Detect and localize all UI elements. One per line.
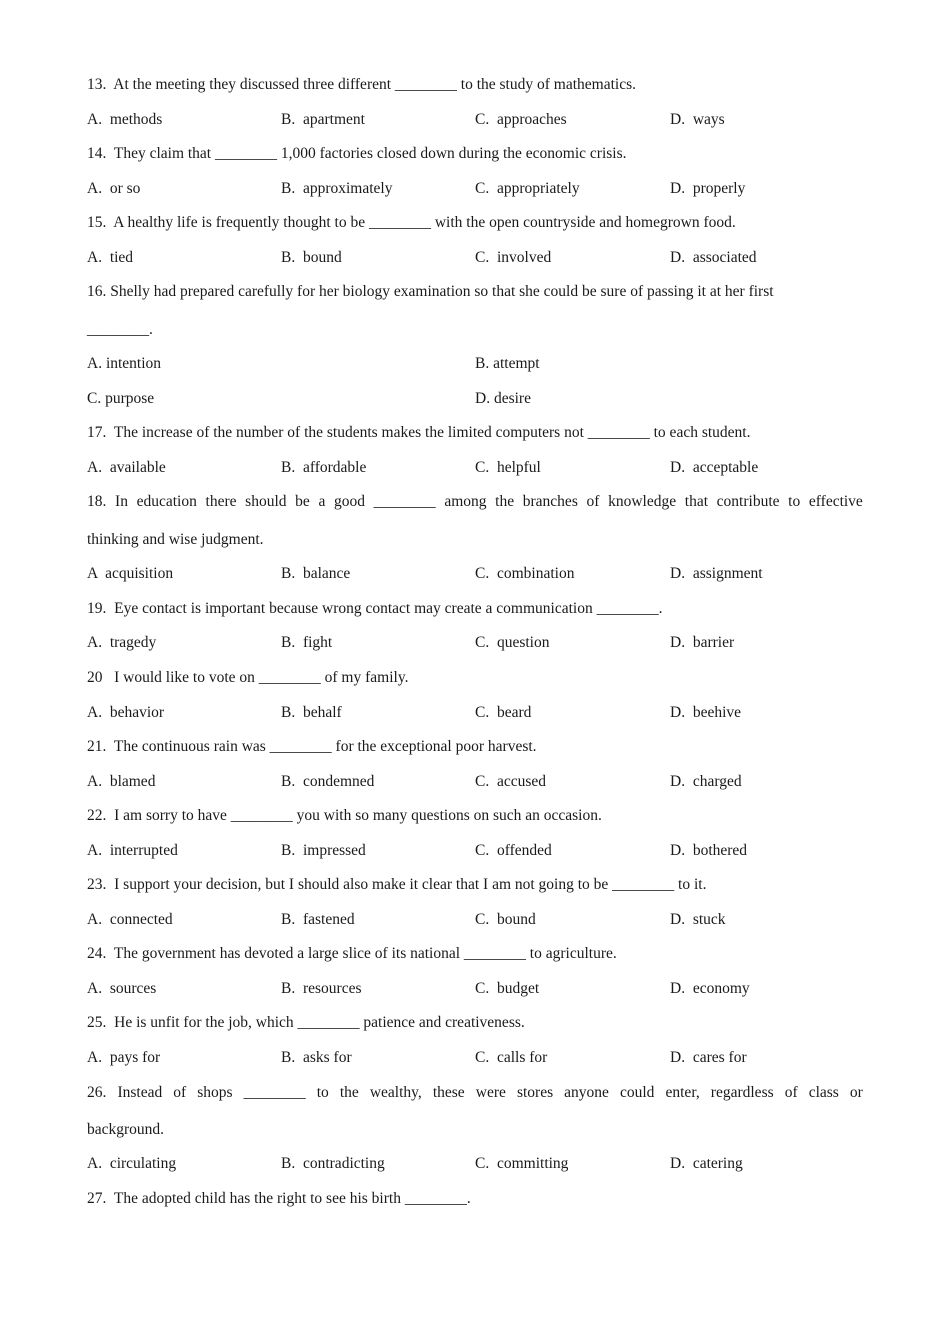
question-21-option-c: C. accused [475, 773, 547, 790]
question-21-stem: 21. The continuous rain was ________ for the exceptional poor harvest. [87, 738, 537, 755]
stem-word: that [684, 493, 709, 510]
question-13-option-d: D. ways [670, 111, 725, 128]
question-14-option-d: D. properly [670, 180, 746, 197]
stem-word: the [495, 493, 515, 510]
stem-word: were [475, 1084, 506, 1101]
question-16-option-c: C. purpose [87, 390, 155, 407]
stem-word: Instead [117, 1084, 163, 1101]
question-14-option-c: C. appropriately [475, 180, 580, 197]
question-18-stem-continued: thinking and wise judgment. [87, 531, 264, 548]
stem-word: In [115, 493, 128, 510]
question-16-option-b: B. attempt [475, 355, 540, 372]
question-15-option-c: C. involved [475, 249, 552, 266]
stem-word: a [318, 493, 326, 510]
question-24-option-a: A. sources [87, 980, 157, 997]
stem-word: 18. [87, 493, 107, 510]
question-20-stem: 20 I would like to vote on ________ of my family. [87, 669, 409, 686]
question-22-option-c: C. offended [475, 842, 552, 859]
question-18-stem [87, 493, 863, 511]
question-25-stem: 25. He is unfit for the job, which ________ patience and creativeness. [87, 1014, 525, 1031]
stem-word: among [444, 493, 487, 510]
question-25-option-a: A. pays for [87, 1049, 161, 1066]
stem-word: branches [522, 493, 578, 510]
stem-word: anyone [564, 1084, 609, 1101]
question-16-option-d: D. desire [475, 390, 531, 407]
stem-word: stores [516, 1084, 554, 1101]
question-15-stem: 15. A healthy life is frequently thought to be ________ with the open countryside and homegrown food. [87, 214, 736, 231]
question-24-option-d: D. economy [670, 980, 750, 997]
question-17-stem: 17. The increase of the number of the students makes the limited computers not ________ to each student. [87, 424, 751, 441]
question-13-option-b: B. apartment [281, 111, 365, 128]
question-16-option-a: A. intention [87, 355, 162, 372]
question-24-option-c: C. budget [475, 980, 540, 997]
question-17-option-a: A. available [87, 459, 166, 476]
question-17-option-d: D. acceptable [670, 459, 759, 476]
question-23-option-b: B. fastened [281, 911, 355, 928]
stem-word: of [173, 1084, 187, 1101]
question-26-option-a: A. circulating [87, 1155, 177, 1172]
stem-word: to [788, 493, 801, 510]
question-22-option-d: D. bothered [670, 842, 748, 859]
question-13-option-a: A. methods [87, 111, 163, 128]
stem-word: 26. [87, 1084, 107, 1101]
question-18-option-b: B. balance [281, 565, 351, 582]
question-23-stem: 23. I support your decision, but I should also make it clear that I am not going to be ________ to it. [87, 876, 707, 893]
question-15-option-b: B. bound [281, 249, 342, 266]
question-13-stem: 13. At the meeting they discussed three different ________ to the study of mathematics. [87, 76, 636, 93]
stem-word: of [784, 1084, 798, 1101]
question-24-stem: 24. The government has devoted a large slice of its national ________ to agriculture. [87, 945, 617, 962]
question-26-stem-continued: background. [87, 1121, 165, 1138]
stem-word: education [136, 493, 197, 510]
stem-word: effective [808, 493, 863, 510]
question-27-stem: 27. The adopted child has the right to see his birth ________. [87, 1190, 471, 1207]
question-23-option-d: D. stuck [670, 911, 726, 928]
question-25-option-c: C. calls for [475, 1049, 548, 1066]
question-17-option-b: B. affordable [281, 459, 367, 476]
question-17-option-c: C. helpful [475, 459, 541, 476]
stem-word: class [808, 1084, 839, 1101]
question-26-stem [87, 1084, 863, 1102]
question-21-option-a: A. blamed [87, 773, 156, 790]
question-20-option-b: B. behalf [281, 704, 342, 721]
question-19-stem: 19. Eye contact is important because wrong contact may create a communication ________. [87, 600, 663, 617]
question-22-option-b: B. impressed [281, 842, 366, 859]
question-23-option-a: A. connected [87, 911, 173, 928]
question-20-option-d: D. beehive [670, 704, 742, 721]
stem-word: the [339, 1084, 359, 1101]
stem-word: enter, [665, 1084, 700, 1101]
stem-word: regardless [710, 1084, 774, 1101]
question-19-option-b: B. fight [281, 634, 333, 651]
stem-word: wealthy, [369, 1084, 422, 1101]
question-26-option-d: D. catering [670, 1155, 743, 1172]
question-21-option-d: D. charged [670, 773, 742, 790]
question-16-stem: 16. Shelly had prepared carefully for her biology examination so that she could be sure of passing it at her first [87, 283, 774, 300]
stem-word: could [620, 1084, 655, 1101]
question-25-option-b: B. asks for [281, 1049, 352, 1066]
stem-word: knowledge [608, 493, 677, 510]
question-23-option-c: C. bound [475, 911, 536, 928]
question-18-option-d: D. assignment [670, 565, 763, 582]
question-15-option-a: A. tied [87, 249, 134, 266]
stem-word: to [316, 1084, 329, 1101]
question-19-option-c: C. question [475, 634, 550, 651]
question-18-option-c: C. combination [475, 565, 575, 582]
question-20-option-a: A. behavior [87, 704, 165, 721]
question-15-option-d: D. associated [670, 249, 757, 266]
question-26-option-c: C. committing [475, 1155, 569, 1172]
question-16-stem-continued: ________. [87, 321, 153, 338]
question-20-option-c: C. beard [475, 704, 532, 721]
question-22-stem: 22. I am sorry to have ________ you with so many questions on such an occasion. [87, 807, 602, 824]
stem-word: be [295, 493, 310, 510]
answer-blank: ________ [373, 493, 436, 510]
stem-word: there [205, 493, 237, 510]
stem-word: should [245, 493, 287, 510]
question-21-option-b: B. condemned [281, 773, 375, 790]
question-13-option-c: C. approaches [475, 111, 567, 128]
question-19-option-a: A. tragedy [87, 634, 157, 651]
stem-word: or [849, 1084, 863, 1101]
question-14-stem: 14. They claim that ________ 1,000 factories closed down during the economic crisis. [87, 145, 627, 162]
question-14-option-a: A. or so [87, 180, 141, 197]
stem-word: contribute [716, 493, 780, 510]
stem-word: shops [197, 1084, 233, 1101]
question-22-option-a: A. interrupted [87, 842, 178, 859]
question-14-option-b: B. approximately [281, 180, 393, 197]
stem-word: of [586, 493, 600, 510]
stem-word: good [334, 493, 366, 510]
stem-word: these [432, 1084, 465, 1101]
answer-blank: ________ [243, 1084, 306, 1101]
question-24-option-b: B. resources [281, 980, 362, 997]
question-19-option-d: D. barrier [670, 634, 735, 651]
question-18-option-a: A acquisition [87, 565, 174, 582]
question-26-option-b: B. contradicting [281, 1155, 385, 1172]
question-25-option-d: D. cares for [670, 1049, 747, 1066]
